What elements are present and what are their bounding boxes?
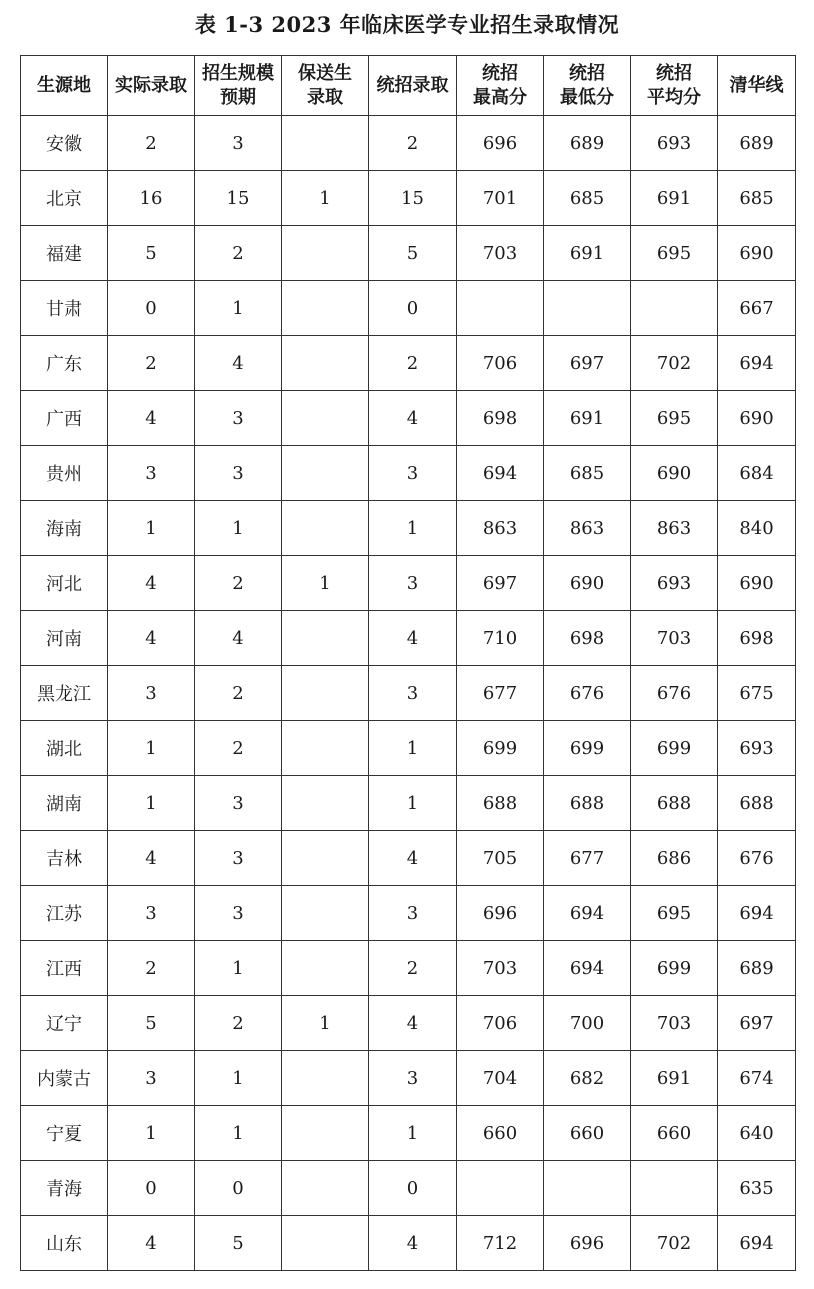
value-cell: 2 <box>195 666 282 721</box>
value-cell: 698 <box>457 391 544 446</box>
value-cell: 700 <box>544 996 631 1051</box>
value-cell: 676 <box>544 666 631 721</box>
header-line1: 统招 <box>569 62 605 84</box>
header-col-max <box>457 56 544 116</box>
value-cell: 840 <box>718 501 796 556</box>
value-cell <box>282 1161 369 1216</box>
value-cell <box>282 1106 369 1161</box>
table-row <box>21 666 796 721</box>
value-cell: 703 <box>457 226 544 281</box>
table-row <box>21 501 796 556</box>
value-cell <box>282 226 369 281</box>
value-cell: 15 <box>195 171 282 226</box>
value-cell: 3 <box>195 446 282 501</box>
value-cell <box>282 446 369 501</box>
province-cell: 江苏 <box>21 886 108 941</box>
province-cell: 福建 <box>21 226 108 281</box>
table-row <box>21 1216 796 1271</box>
table-body <box>21 116 796 1271</box>
value-cell: 697 <box>457 556 544 611</box>
province-cell: 贵州 <box>21 446 108 501</box>
value-cell: 675 <box>718 666 796 721</box>
table-row <box>21 336 796 391</box>
value-cell: 1 <box>108 776 195 831</box>
province-cell: 青海 <box>21 1161 108 1216</box>
table-title: 表 1-3 2023 年临床医学专业招生录取情况 <box>194 12 620 37</box>
value-cell: 660 <box>631 1106 718 1161</box>
value-cell: 699 <box>457 721 544 776</box>
province-cell: 湖北 <box>21 721 108 776</box>
value-cell: 682 <box>544 1051 631 1106</box>
table-row <box>21 556 796 611</box>
header-line2: 录取 <box>307 86 343 108</box>
value-cell: 688 <box>544 776 631 831</box>
province-cell: 内蒙古 <box>21 1051 108 1106</box>
value-cell: 689 <box>718 941 796 996</box>
value-cell: 5 <box>108 996 195 1051</box>
value-cell: 704 <box>457 1051 544 1106</box>
value-cell: 693 <box>631 556 718 611</box>
table-row <box>21 776 796 831</box>
value-cell: 677 <box>544 831 631 886</box>
value-cell: 640 <box>718 1106 796 1161</box>
value-cell: 691 <box>631 1051 718 1106</box>
header-line2: 最高分 <box>473 86 527 108</box>
value-cell: 688 <box>718 776 796 831</box>
value-cell: 4 <box>108 611 195 666</box>
value-cell: 3 <box>195 886 282 941</box>
value-cell: 699 <box>631 941 718 996</box>
header-line1: 生源地 <box>37 74 91 96</box>
value-cell <box>631 1161 718 1216</box>
province-cell: 湖南 <box>21 776 108 831</box>
value-cell: 702 <box>631 336 718 391</box>
value-cell: 701 <box>457 171 544 226</box>
value-cell <box>282 941 369 996</box>
value-cell: 703 <box>631 611 718 666</box>
value-cell: 689 <box>544 116 631 171</box>
value-cell: 4 <box>369 611 457 666</box>
value-cell: 16 <box>108 171 195 226</box>
province-cell: 宁夏 <box>21 1106 108 1161</box>
value-cell: 2 <box>195 721 282 776</box>
value-cell: 4 <box>369 391 457 446</box>
value-cell: 863 <box>457 501 544 556</box>
header-col-avg <box>631 56 718 116</box>
value-cell: 1 <box>108 721 195 776</box>
value-cell: 3 <box>195 116 282 171</box>
value-cell: 3 <box>369 446 457 501</box>
value-cell: 1 <box>282 556 369 611</box>
value-cell: 694 <box>457 446 544 501</box>
value-cell: 4 <box>369 831 457 886</box>
value-cell: 691 <box>544 226 631 281</box>
value-cell: 698 <box>718 611 796 666</box>
province-cell: 河北 <box>21 556 108 611</box>
header-line1: 实际录取 <box>115 74 187 96</box>
value-cell: 690 <box>718 556 796 611</box>
value-cell: 3 <box>195 776 282 831</box>
value-cell: 699 <box>631 721 718 776</box>
value-cell: 685 <box>544 446 631 501</box>
province-cell: 黑龙江 <box>21 666 108 721</box>
header-line1: 清华线 <box>729 74 784 96</box>
table-row <box>21 886 796 941</box>
header-line1: 招生规模 <box>202 62 274 84</box>
value-cell: 3 <box>108 886 195 941</box>
value-cell <box>544 1161 631 1216</box>
value-cell: 694 <box>544 886 631 941</box>
province-cell: 辽宁 <box>21 996 108 1051</box>
table-row <box>21 1051 796 1106</box>
value-cell: 688 <box>631 776 718 831</box>
value-cell: 690 <box>631 446 718 501</box>
table-row <box>21 1161 796 1216</box>
value-cell: 2 <box>108 941 195 996</box>
value-cell: 1 <box>282 996 369 1051</box>
value-cell: 660 <box>457 1106 544 1161</box>
value-cell <box>282 886 369 941</box>
value-cell: 2 <box>195 996 282 1051</box>
value-cell: 688 <box>457 776 544 831</box>
value-cell <box>631 281 718 336</box>
value-cell: 4 <box>195 336 282 391</box>
value-cell <box>544 281 631 336</box>
value-cell: 3 <box>369 1051 457 1106</box>
header-col-min <box>544 56 631 116</box>
value-cell: 1 <box>195 1106 282 1161</box>
value-cell: 703 <box>631 996 718 1051</box>
header-line1: 统招 <box>656 62 692 84</box>
value-cell: 693 <box>631 116 718 171</box>
value-cell: 695 <box>631 391 718 446</box>
value-cell: 1 <box>369 776 457 831</box>
value-cell: 696 <box>544 1216 631 1271</box>
value-cell: 1 <box>369 501 457 556</box>
value-cell: 690 <box>718 226 796 281</box>
header-line1: 统招 <box>482 62 518 84</box>
value-cell <box>282 1216 369 1271</box>
value-cell: 4 <box>108 1216 195 1271</box>
value-cell <box>282 336 369 391</box>
value-cell: 697 <box>718 996 796 1051</box>
value-cell: 694 <box>718 1216 796 1271</box>
value-cell: 5 <box>195 1216 282 1271</box>
header-col-unified <box>369 56 457 116</box>
value-cell: 3 <box>108 1051 195 1106</box>
value-cell <box>282 501 369 556</box>
value-cell: 694 <box>718 886 796 941</box>
value-cell <box>457 281 544 336</box>
table-row <box>21 996 796 1051</box>
value-cell: 0 <box>369 281 457 336</box>
header-line2: 平均分 <box>647 86 701 108</box>
table-row <box>21 941 796 996</box>
value-cell: 1 <box>369 721 457 776</box>
header-line1: 保送生 <box>298 62 352 84</box>
value-cell: 695 <box>631 886 718 941</box>
table-row <box>21 171 796 226</box>
value-cell: 686 <box>631 831 718 886</box>
value-cell: 705 <box>457 831 544 886</box>
value-cell: 710 <box>457 611 544 666</box>
value-cell <box>282 1051 369 1106</box>
table-row <box>21 831 796 886</box>
value-cell: 702 <box>631 1216 718 1271</box>
value-cell: 684 <box>718 446 796 501</box>
value-cell: 2 <box>108 116 195 171</box>
value-cell <box>282 776 369 831</box>
value-cell: 676 <box>631 666 718 721</box>
province-cell: 广西 <box>21 391 108 446</box>
table-row <box>21 721 796 776</box>
value-cell: 5 <box>108 226 195 281</box>
value-cell: 2 <box>369 116 457 171</box>
value-cell: 1 <box>195 501 282 556</box>
value-cell: 691 <box>544 391 631 446</box>
header-line1: 统招录取 <box>376 74 449 96</box>
value-cell: 2 <box>108 336 195 391</box>
value-cell: 2 <box>369 336 457 391</box>
value-cell: 667 <box>718 281 796 336</box>
value-cell: 1 <box>369 1106 457 1161</box>
value-cell: 697 <box>544 336 631 391</box>
header-col-plan <box>195 56 282 116</box>
value-cell: 1 <box>195 1051 282 1106</box>
value-cell: 1 <box>195 941 282 996</box>
province-cell: 甘肃 <box>21 281 108 336</box>
value-cell <box>282 611 369 666</box>
province-cell: 广东 <box>21 336 108 391</box>
value-cell: 863 <box>544 501 631 556</box>
table-row <box>21 391 796 446</box>
value-cell: 3 <box>108 666 195 721</box>
value-cell: 698 <box>544 611 631 666</box>
value-cell: 0 <box>108 281 195 336</box>
table-row <box>21 116 796 171</box>
province-cell: 河南 <box>21 611 108 666</box>
value-cell: 4 <box>195 611 282 666</box>
value-cell: 3 <box>369 886 457 941</box>
value-cell: 3 <box>195 831 282 886</box>
value-cell: 635 <box>718 1161 796 1216</box>
value-cell: 5 <box>369 226 457 281</box>
value-cell: 696 <box>457 116 544 171</box>
value-cell: 691 <box>631 171 718 226</box>
header-col-source <box>21 56 108 116</box>
value-cell: 4 <box>369 996 457 1051</box>
value-cell: 674 <box>718 1051 796 1106</box>
value-cell: 690 <box>544 556 631 611</box>
value-cell: 4 <box>108 556 195 611</box>
province-cell: 安徽 <box>21 116 108 171</box>
province-cell: 江西 <box>21 941 108 996</box>
value-cell: 685 <box>718 171 796 226</box>
value-cell <box>282 116 369 171</box>
table-row <box>21 281 796 336</box>
value-cell: 703 <box>457 941 544 996</box>
table-row <box>21 446 796 501</box>
value-cell: 1 <box>282 171 369 226</box>
value-cell: 0 <box>369 1161 457 1216</box>
province-cell: 吉林 <box>21 831 108 886</box>
value-cell <box>282 721 369 776</box>
value-cell: 3 <box>369 666 457 721</box>
value-cell <box>282 281 369 336</box>
province-cell: 海南 <box>21 501 108 556</box>
province-cell: 北京 <box>21 171 108 226</box>
value-cell: 677 <box>457 666 544 721</box>
value-cell <box>282 391 369 446</box>
value-cell: 685 <box>544 171 631 226</box>
value-cell: 699 <box>544 721 631 776</box>
value-cell: 3 <box>108 446 195 501</box>
value-cell: 0 <box>195 1161 282 1216</box>
table-row <box>21 226 796 281</box>
value-cell: 0 <box>108 1161 195 1216</box>
value-cell: 15 <box>369 171 457 226</box>
table-row <box>21 1106 796 1161</box>
value-cell <box>282 666 369 721</box>
table-row <box>21 611 796 666</box>
header-col-tsinghua <box>718 56 796 116</box>
header-line2: 最低分 <box>560 86 614 108</box>
value-cell: 4 <box>108 391 195 446</box>
value-cell: 2 <box>195 226 282 281</box>
value-cell: 689 <box>718 116 796 171</box>
value-cell: 2 <box>195 556 282 611</box>
value-cell: 3 <box>369 556 457 611</box>
value-cell: 863 <box>631 501 718 556</box>
value-cell: 706 <box>457 336 544 391</box>
value-cell: 1 <box>108 501 195 556</box>
header-line2: 预期 <box>220 86 256 108</box>
value-cell: 693 <box>718 721 796 776</box>
value-cell: 694 <box>718 336 796 391</box>
value-cell: 712 <box>457 1216 544 1271</box>
province-cell: 山东 <box>21 1216 108 1271</box>
value-cell: 4 <box>369 1216 457 1271</box>
value-cell: 4 <box>108 831 195 886</box>
header-col-actual <box>108 56 195 116</box>
value-cell: 1 <box>108 1106 195 1161</box>
value-cell: 695 <box>631 226 718 281</box>
value-cell: 706 <box>457 996 544 1051</box>
value-cell <box>457 1161 544 1216</box>
value-cell <box>282 831 369 886</box>
header-row <box>21 56 796 116</box>
value-cell: 694 <box>544 941 631 996</box>
header-col-recommended <box>282 56 369 116</box>
value-cell: 2 <box>369 941 457 996</box>
value-cell: 696 <box>457 886 544 941</box>
value-cell: 1 <box>195 281 282 336</box>
value-cell: 660 <box>544 1106 631 1161</box>
admission-table <box>20 55 796 1271</box>
value-cell: 676 <box>718 831 796 886</box>
value-cell: 3 <box>195 391 282 446</box>
value-cell: 690 <box>718 391 796 446</box>
